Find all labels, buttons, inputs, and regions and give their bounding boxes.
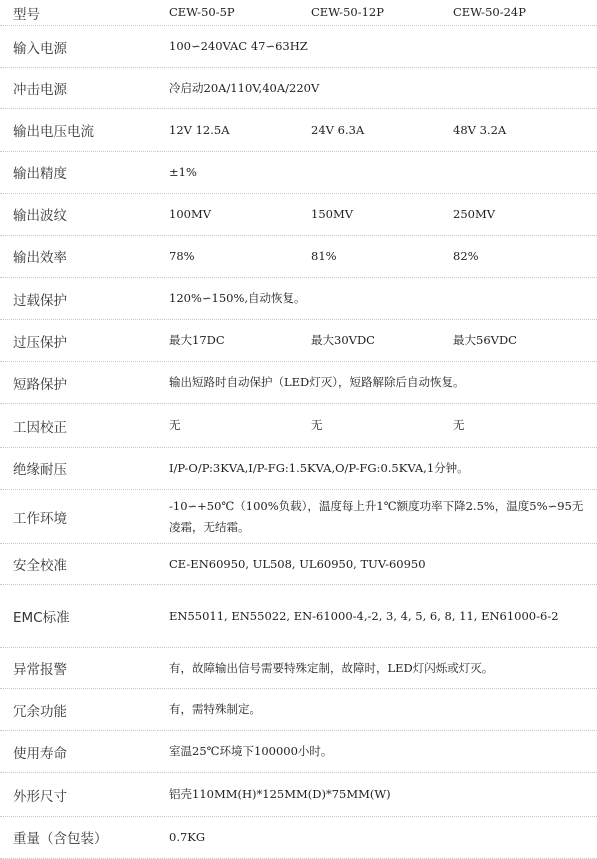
spec-value-cell: 150MV — [311, 206, 354, 221]
spec-value: 输出短路时自动保护（LED灯灭），短路解除后自动恢复。 — [158, 362, 597, 404]
spec-label: 重量（含包装） — [0, 816, 158, 858]
spec-row — [0, 68, 597, 109]
spec-label: 绝缘耐压 — [0, 447, 158, 489]
spec-label: 工因校正 — [0, 404, 158, 447]
spec-value-cell: CEW-50-24P — [453, 5, 526, 20]
spec-row — [0, 816, 597, 858]
spec-row — [0, 447, 597, 489]
spec-value: 100∽240VAC 47∽63HZ — [158, 26, 597, 68]
spec-label: 输入电源 — [0, 26, 158, 68]
spec-value: CE-EN60950, UL508, UL60950, TUV-60950 — [158, 544, 597, 585]
spec-value: 有，需特殊制定。 — [158, 689, 597, 731]
spec-value: 120%∽150%,自动恢复。 — [158, 278, 597, 320]
spec-value — [158, 404, 597, 447]
spec-value-cell: 12V 12.5A — [169, 122, 230, 137]
spec-row — [0, 0, 597, 26]
spec-value-columns — [169, 330, 591, 351]
spec-label: 型号 — [0, 0, 158, 26]
spec-row — [0, 689, 597, 731]
spec-value-columns — [169, 120, 591, 141]
spec-value-cell: 48V 3.2A — [453, 122, 507, 137]
spec-value-columns — [169, 246, 591, 267]
spec-label: 异常报警 — [0, 648, 158, 689]
spec-label: EMC标准 — [0, 585, 158, 648]
spec-row — [0, 151, 597, 193]
spec-value-cell: 无 — [453, 418, 465, 433]
spec-row — [0, 648, 597, 689]
spec-value-cell: 82% — [453, 248, 479, 263]
spec-value-cell: 最大56VDC — [453, 333, 517, 348]
spec-row — [0, 585, 597, 648]
spec-row — [0, 544, 597, 585]
spec-value-cell: 81% — [311, 248, 337, 263]
spec-value: I/P-O/P:3KVA,I/P-FG:1.5KVA,O/P-FG:0.5KVA,1分钟。 — [158, 447, 597, 489]
spec-value-cell: 78% — [169, 248, 195, 263]
spec-value: EN55011, EN55022, EN-61000-4,-2, 3, 4, 5, 6, 8, 11, EN61000-6-2 — [158, 585, 597, 648]
spec-value: ±1% — [158, 151, 597, 193]
spec-value-cell: 100MV — [169, 206, 212, 221]
spec-row — [0, 404, 597, 447]
spec-label: 过载保护 — [0, 278, 158, 320]
spec-value — [158, 109, 597, 151]
spec-row — [0, 26, 597, 68]
spec-label: 过压保护 — [0, 320, 158, 362]
spec-label: 输出波纹 — [0, 193, 158, 235]
spec-row — [0, 731, 597, 773]
spec-label: 短路保护 — [0, 362, 158, 404]
spec-value-cell: 最大30VDC — [311, 333, 375, 348]
spec-label: 输出效率 — [0, 235, 158, 277]
spec-value — [158, 193, 597, 235]
spec-label: 输出电压电流 — [0, 109, 158, 151]
spec-value — [158, 235, 597, 277]
spec-value — [158, 320, 597, 362]
spec-value-columns — [169, 415, 591, 436]
spec-label: 工作环境 — [0, 489, 158, 543]
spec-label: 使用寿命 — [0, 731, 158, 773]
spec-row — [0, 278, 597, 320]
spec-value: 冷启动20A/110V,40A/220V — [158, 68, 597, 109]
spec-value-cell: 无 — [169, 418, 181, 433]
spec-row — [0, 235, 597, 277]
spec-value: 0.7KG — [158, 816, 597, 858]
spec-row — [0, 109, 597, 151]
spec-value: 铝壳110MM(H)*125MM(D)*75MM(W) — [158, 773, 597, 816]
spec-value — [158, 0, 597, 26]
spec-row — [0, 193, 597, 235]
spec-row — [0, 489, 597, 543]
spec-value-cell: 250MV — [453, 206, 496, 221]
spec-value: 有，故障输出信号需要特殊定制，故障时，LED灯闪烁或灯灭。 — [158, 648, 597, 689]
spec-value-cell: CEW-50-12P — [311, 5, 384, 20]
spec-label: 外形尺寸 — [0, 773, 158, 816]
spec-value-cell: CEW-50-5P — [169, 5, 235, 20]
spec-value-cell: 24V 6.3A — [311, 122, 365, 137]
spec-label: 安全校准 — [0, 544, 158, 585]
spec-row — [0, 773, 597, 816]
spec-value-cell: 最大17DC — [169, 333, 225, 348]
spec-row — [0, 320, 597, 362]
spec-label: 冗余功能 — [0, 689, 158, 731]
spec-value: 室温25℃环境下100000小时。 — [158, 731, 597, 773]
spec-label: 冲击电源 — [0, 68, 158, 109]
spec-row — [0, 362, 597, 404]
spec-value: -10∽+50℃（100%负载），温度每上升1℃额度功率下降2.5%，温度5%∽95无凌霜，无结霜。 — [158, 489, 597, 543]
spec-value-columns — [169, 204, 591, 225]
spec-label: 输出精度 — [0, 151, 158, 193]
spec-value-columns — [169, 2, 591, 23]
spec-value-cell: 无 — [311, 418, 323, 433]
